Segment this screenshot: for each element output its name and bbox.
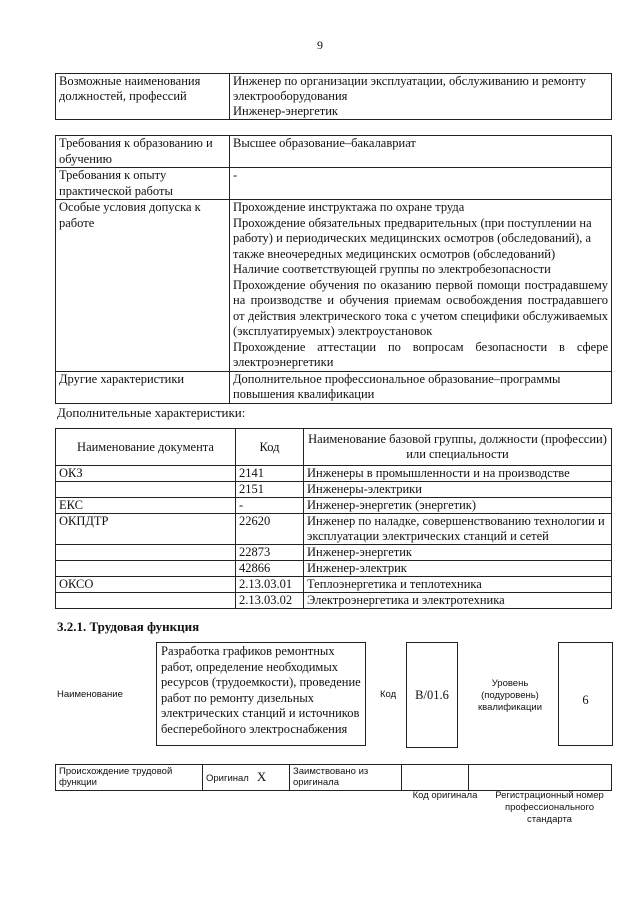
table-row: [56, 466, 612, 482]
qualification-level-label: Уровень (подуровень) квалификации: [477, 678, 543, 713]
table-row: [56, 765, 612, 791]
code-cell: 22873: [236, 545, 304, 561]
additional-characteristics-table: [55, 428, 612, 609]
condition-line: Прохождение инструктажа по охране труда: [233, 200, 465, 214]
doc-cell: ОКСО: [56, 577, 236, 593]
table-row: [56, 561, 612, 577]
code-cell: 2151: [236, 482, 304, 498]
name-cell: Инженер-энергетик: [304, 545, 612, 561]
original-cell: [203, 765, 290, 791]
experience-value: -: [230, 168, 612, 200]
positions-label: Возможные наименования должностей, профессий: [56, 74, 230, 120]
experience-label: Требования к опыту практической работы: [56, 168, 230, 200]
code-cell: 22620: [236, 514, 304, 545]
doc-cell: [56, 545, 236, 561]
registration-number-cell: [469, 765, 612, 791]
education-label: Требования к образованию и обучению: [56, 136, 230, 168]
table-row: [56, 482, 612, 498]
requirements-table: [55, 135, 612, 404]
table-row: [56, 74, 612, 120]
doc-cell: ОКЗ: [56, 466, 236, 482]
origin-table: [55, 764, 612, 791]
condition-line: Прохождение обязательных предварительных (при поступлении на работу) и периодических медицинских осмотров (обследований), а также внеочередных медицинских осмотров (обследований): [233, 215, 592, 261]
original-label: Оригинал: [206, 773, 249, 784]
table-row: [56, 168, 612, 200]
table-row: [56, 498, 612, 514]
function-name-box: Разработка графиков ремонтных работ, определение необходимых ресурсов (трудоемкости), проведение работ по ремонту дизельных электрических станций и источников бесперебойного электроснабжения: [156, 642, 366, 746]
code-cell: 42866: [236, 561, 304, 577]
table-row: [56, 514, 612, 545]
doc-cell: [56, 482, 236, 498]
registration-number-label: Регистрационный номер профессионального стандарта: [495, 790, 604, 825]
condition-line: Прохождение аттестации по вопросам безопасности в сфере электроэнергетики: [233, 339, 608, 369]
labor-function-title: 3.2.1. Трудовая функция: [57, 619, 200, 634]
position-name: Инженер по организации эксплуатации, обслуживанию и ремонту электрооборудования: [233, 74, 586, 103]
table-header-row: [56, 429, 612, 466]
table-row: [56, 577, 612, 593]
doc-cell: ОКПДТР: [56, 514, 236, 545]
doc-cell: ЕКС: [56, 498, 236, 514]
name-cell: Инженер-энергетик (энергетик): [304, 498, 612, 514]
condition-line: Наличие соответствующей группы по электробезопасности: [233, 262, 551, 276]
special-conditions-label: Особые условия допуска к работе: [56, 200, 230, 372]
table-row: [56, 545, 612, 561]
column-header: Наименование базовой группы, должности (профессии) или специальности: [304, 429, 612, 466]
name-cell: Инженеры-электрики: [304, 482, 612, 498]
positions-table: [55, 73, 612, 120]
origin-label: Происхождение трудовой функции: [56, 765, 203, 791]
doc-cell: [56, 593, 236, 609]
additional-characteristics-heading: Дополнительные характеристики:: [57, 405, 246, 420]
name-cell: Инженер-электрик: [304, 561, 612, 577]
doc-cell: [56, 561, 236, 577]
original-code-cell: [402, 765, 469, 791]
table-row: [56, 136, 612, 168]
name-cell: Инженеры в промышленности и на производстве: [304, 466, 612, 482]
table-row: [56, 200, 612, 372]
other-label: Другие характеристики: [56, 371, 230, 403]
name-cell: Теплоэнергетика и теплотехника: [304, 577, 612, 593]
qualification-level-box: 6: [558, 642, 613, 746]
original-code-label: Код оригинала: [412, 790, 478, 801]
condition-line: Прохождение обучения по оказанию первой помощи пострадавшему на производстве и обучения приемам освобождения пострадавшего от действия электрического тока с учетом специфики обслуживаемых (эксплуатируемых) электроустановок: [233, 277, 608, 338]
column-header: Наименование документа: [56, 429, 236, 466]
code-cell: -: [236, 498, 304, 514]
page-number: 9: [317, 38, 323, 52]
position-name: Инженер-энергетик: [233, 104, 338, 118]
table-row: [56, 371, 612, 403]
name-label: Наименование: [57, 689, 123, 700]
name-cell: Электроэнергетика и электротехника: [304, 593, 612, 609]
table-row: [56, 593, 612, 609]
special-conditions-value: [230, 200, 612, 372]
name-cell: Инженер по наладке, совершенствованию технологии и эксплуатации электрических станций и сетей: [304, 514, 612, 545]
education-value: Высшее образование–бакалавриат: [230, 136, 612, 168]
other-value: Дополнительное профессиональное образование–программы повышения квалификации: [230, 371, 612, 403]
function-code-box: B/01.6: [406, 642, 458, 748]
code-cell: 2141: [236, 466, 304, 482]
positions-values: [230, 74, 612, 120]
code-label: Код: [380, 689, 397, 700]
code-cell: 2.13.03.02: [236, 593, 304, 609]
column-header: Код: [236, 429, 304, 466]
original-mark: X: [256, 769, 267, 784]
borrowed-label: Заимствовано из оригинала: [290, 765, 402, 791]
code-cell: 2.13.03.01: [236, 577, 304, 593]
